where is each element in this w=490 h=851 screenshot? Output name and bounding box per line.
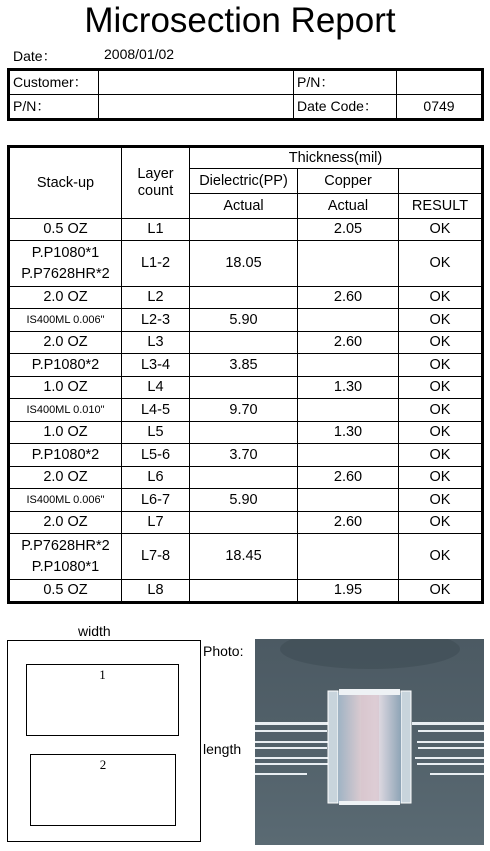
layer-cell: L4-5 [122, 399, 190, 422]
copper-cell: 1.30 [298, 422, 399, 444]
col-layer-header [122, 147, 190, 219]
dielectric-cell [190, 467, 298, 489]
coupon-box-1 [26, 664, 179, 736]
table-row [9, 377, 483, 399]
dielectric-cell: 3.85 [190, 354, 298, 377]
result-cell: OK [399, 422, 483, 444]
col-stackup-header: Stack-up [9, 147, 122, 219]
dielectric-cell: 3.70 [190, 444, 298, 467]
table-row [9, 534, 483, 580]
table-row [9, 332, 483, 354]
copper-cell: 2.05 [298, 219, 399, 241]
table-row [9, 422, 483, 444]
pn-value-left[interactable] [99, 95, 294, 120]
result-cell: OK [399, 467, 483, 489]
dielectric-cell [190, 219, 298, 241]
pn-label-left: P/N： [9, 95, 99, 120]
result-cell: OK [399, 287, 483, 309]
customer-value[interactable] [99, 70, 294, 95]
report-title: Microsection Report [84, 1, 396, 40]
stackup-cell: 1.0 OZ [9, 422, 122, 444]
col-copper-header: Copper [298, 169, 399, 194]
col-dielectric-header: Dielectric(PP) [190, 169, 298, 194]
copper-cell: 2.60 [298, 332, 399, 354]
copper-cell [298, 489, 399, 512]
stackup-cell: IS400ML 0.006" [9, 489, 122, 512]
col-actual-copper: Actual [298, 194, 399, 219]
microsection-photo [255, 639, 484, 845]
result-cell: OK [399, 580, 483, 603]
table-row [9, 512, 483, 534]
table-row [9, 399, 483, 422]
pn-value-right[interactable] [397, 70, 483, 95]
pn-label-right: P/N： [294, 70, 397, 95]
stackup-cell: 2.0 OZ [9, 287, 122, 309]
result-cell: OK [399, 399, 483, 422]
coupon-box-2 [30, 754, 176, 826]
result-cell: OK [399, 219, 483, 241]
coupon-number-1: 1 [99, 667, 106, 682]
width-label: width [78, 623, 111, 639]
layer-cell: L6 [122, 467, 190, 489]
result-cell: OK [399, 489, 483, 512]
table-row [9, 489, 483, 512]
stackup-cell: 2.0 OZ [9, 332, 122, 354]
col-thickness-header: Thickness(mil) [190, 147, 483, 169]
result-cell: OK [399, 241, 483, 287]
copper-cell [298, 444, 399, 467]
col-actual-dielectric: Actual [190, 194, 298, 219]
result-cell: OK [399, 444, 483, 467]
dielectric-cell [190, 332, 298, 354]
stackup-cell: P.P1080*2 [9, 354, 122, 377]
copper-cell: 2.60 [298, 467, 399, 489]
dielectric-cell: 5.90 [190, 489, 298, 512]
col-result-header: RESULT [399, 194, 483, 219]
table-row [9, 354, 483, 377]
dielectric-cell: 9.70 [190, 399, 298, 422]
result-cell: OK [399, 377, 483, 399]
layer-cell: L5 [122, 422, 190, 444]
copper-cell [298, 354, 399, 377]
photo-label: Photo: [203, 643, 244, 659]
copper-cell [298, 241, 399, 287]
table-row [9, 309, 483, 332]
date-code-label: Date Code： [294, 95, 397, 120]
dielectric-cell [190, 287, 298, 309]
stackup-cell: P.P1080*1 P.P7628HR*2 [9, 241, 122, 287]
layer-cell: L8 [122, 580, 190, 603]
layer-cell: L2-3 [122, 309, 190, 332]
stackup-cell: 0.5 OZ [9, 219, 122, 241]
coupon-number-2: 2 [99, 757, 107, 772]
header-table [7, 68, 484, 121]
result-cell: OK [399, 534, 483, 580]
table-row [9, 580, 483, 603]
dielectric-cell [190, 580, 298, 603]
stackup-cell: 0.5 OZ [9, 580, 122, 603]
length-label: length [203, 741, 242, 757]
copper-cell [298, 309, 399, 332]
stackup-cell: P.P7628HR*2 P.P1080*1 [9, 534, 122, 580]
table-row [9, 241, 483, 287]
stackup-cell: P.P1080*2 [9, 444, 122, 467]
stackup-cell: 1.0 OZ [9, 377, 122, 399]
stackup-cell: IS400ML 0.006" [9, 309, 122, 332]
dielectric-cell [190, 422, 298, 444]
layer-cell: L6-7 [122, 489, 190, 512]
copper-cell: 2.60 [298, 287, 399, 309]
result-cell: OK [399, 512, 483, 534]
layer-cell: L3-4 [122, 354, 190, 377]
layer-cell: L1 [122, 219, 190, 241]
table-row [9, 467, 483, 489]
date-label: Date： [13, 48, 57, 64]
stackup-cell: 2.0 OZ [9, 512, 122, 534]
stackup-table [7, 145, 484, 604]
copper-cell: 1.30 [298, 377, 399, 399]
dielectric-cell [190, 377, 298, 399]
result-cell: OK [399, 354, 483, 377]
dielectric-cell: 18.05 [190, 241, 298, 287]
copper-cell: 2.60 [298, 512, 399, 534]
result-cell: OK [399, 309, 483, 332]
layer-count-label: Layer count [137, 166, 174, 199]
copper-cell [298, 399, 399, 422]
layer-cell: L1-2 [122, 241, 190, 287]
date-code-value[interactable]: 0749 [397, 95, 483, 120]
layer-cell: L2 [122, 287, 190, 309]
layer-cell: L4 [122, 377, 190, 399]
copper-cell: 1.95 [298, 580, 399, 603]
layer-cell: L3 [122, 332, 190, 354]
layer-cell: L5-6 [122, 444, 190, 467]
dielectric-cell: 5.90 [190, 309, 298, 332]
copper-cell [298, 534, 399, 580]
stackup-cell: 2.0 OZ [9, 467, 122, 489]
date-value: 2008/01/02 [104, 46, 175, 62]
table-row [9, 287, 483, 309]
table-row [9, 219, 483, 241]
layer-cell: L7 [122, 512, 190, 534]
customer-label: Customer： [9, 70, 99, 95]
table-row [9, 444, 483, 467]
stackup-cell: IS400ML 0.010" [9, 399, 122, 422]
col-blank-header [399, 169, 483, 194]
result-cell: OK [399, 332, 483, 354]
layer-cell: L7-8 [122, 534, 190, 580]
dielectric-cell: 18.45 [190, 534, 298, 580]
dielectric-cell [190, 512, 298, 534]
